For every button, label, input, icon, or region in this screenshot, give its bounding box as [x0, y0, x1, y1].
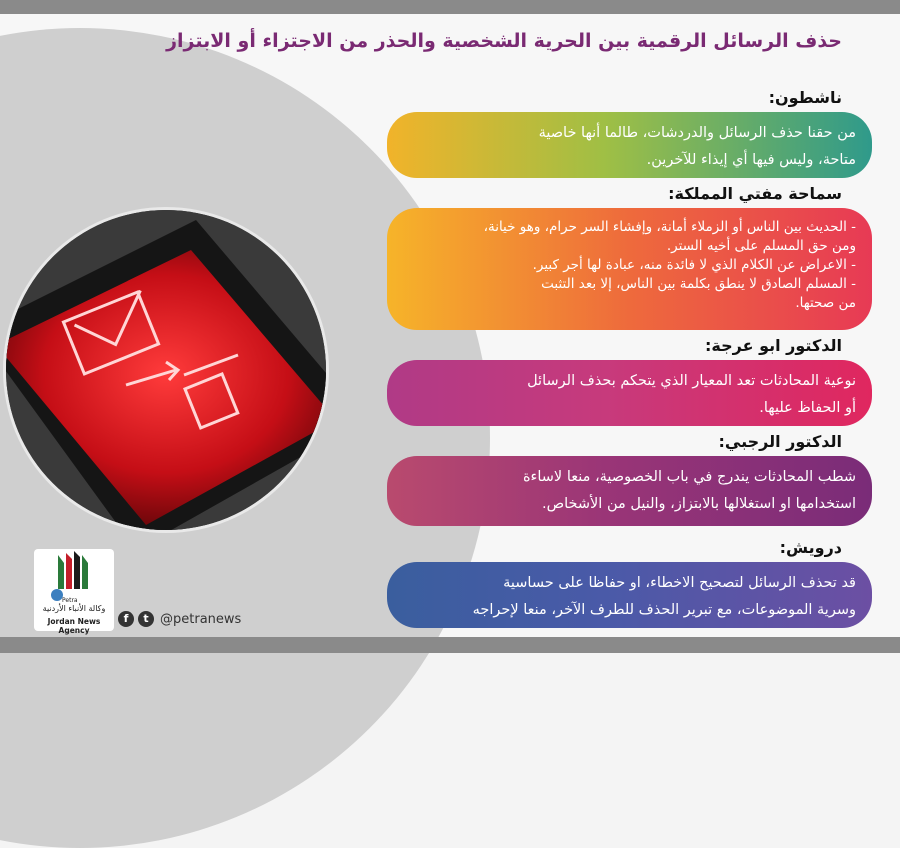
- speaker-label-darwish: درويش:: [779, 538, 842, 557]
- quote-line: - المسلم الصادق لا ينطق بكلمة بين الناس، إلا بعد التثبت: [541, 276, 856, 292]
- quote-line: من صحتها.: [795, 295, 856, 311]
- social-handle[interactable]: @petranews: [160, 611, 242, 627]
- agency-name-arabic: وكالة الأنباء الأردنية: [42, 604, 106, 613]
- agency-name-english: Jordan News Agency: [47, 617, 101, 635]
- social-links: [118, 611, 241, 627]
- top-border: [0, 0, 900, 14]
- petra-emblem-icon: [34, 549, 114, 603]
- quote-line: - الحديث بين الناس أو الزملاء أمانة، وإفشاء السر حرام، وهو خيانة،: [483, 219, 856, 235]
- quote-line: من حقنا حذف الرسائل والدردشات، طالما أنها خاصية: [538, 125, 856, 141]
- quote-line: نوعية المحادثات تعد المعيار الذي يتحكم بحذف الرسائل: [527, 373, 856, 389]
- quote-line: قد تحذف الرسائل لتصحيح الاخطاء، او حفاظا على حساسية: [503, 575, 856, 591]
- quote-line: متاحة، وليس فيها أي إيذاء للآخرين.: [646, 152, 856, 168]
- speaker-label-mufti: سماحة مفتي المملكة:: [668, 184, 842, 203]
- quote-bubble-rajabi: [387, 456, 872, 526]
- quote-bubble-activists: [387, 112, 872, 178]
- quote-line: وسرية الموضوعات، مع تبرير الحذف للطرف الآخر، منعا لإحراجه: [472, 602, 856, 618]
- quote-line: ومن حق المسلم على أخيه الستر.: [666, 238, 856, 254]
- quote-line: استخدامها او استغلالها بالابتزاز، والنيل من الأشخاص.: [541, 496, 856, 512]
- twitter-icon[interactable]: t: [138, 611, 154, 627]
- quote-line: شطب المحادثات يندرج في باب الخصوصية، منعا لاساءة: [522, 469, 856, 485]
- quote-line: أو الحفاظ عليها.: [759, 400, 856, 416]
- quote-bubble-mufti: [387, 208, 872, 330]
- speaker-label-activists: ناشطون:: [768, 88, 842, 107]
- bottom-border: [0, 637, 900, 653]
- speaker-label-rajabi: الدكتور الرجبي:: [718, 432, 842, 451]
- quote-bubble-abu-arja: [387, 360, 872, 426]
- petra-logo: [34, 549, 114, 635]
- quote-bubble-darwish: [387, 562, 872, 628]
- quote-line: - الاعراض عن الكلام الذي لا فائدة منه، عبادة لها أجر كبير.: [532, 257, 856, 273]
- facebook-icon[interactable]: f: [118, 611, 134, 627]
- speaker-label-abu-arja: الدكتور ابو عرجة:: [705, 336, 842, 355]
- phone-illustration: [6, 210, 326, 530]
- page-title: حذف الرسائل الرقمية بين الحرية الشخصية والحذر من الاجتزاء أو الابتزاز: [166, 30, 842, 52]
- logo-mark-text: Petra: [62, 597, 78, 603]
